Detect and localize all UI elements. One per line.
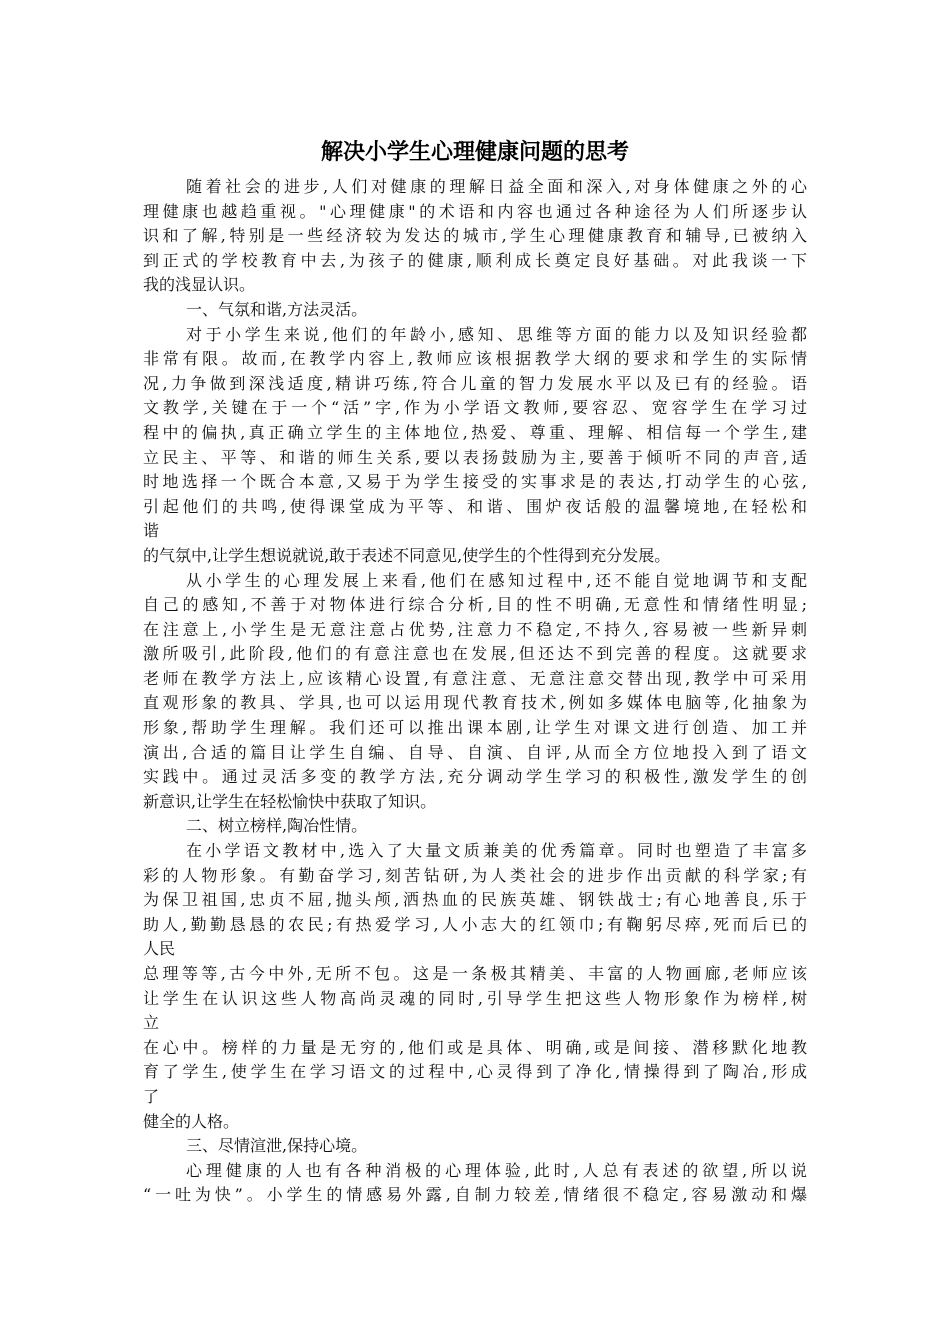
- text-line: 助人,勤勤恳恳的农民;有热爱学习,人小志大的红领巾;有鞠躬尽瘁,死而后已的: [143, 914, 807, 934]
- text-line: 健全的人格。: [143, 1111, 240, 1131]
- text-line: 三、尽情渲泄,保持心境。: [186, 1136, 368, 1156]
- text-line: 时地选择一个既合本意,又易于为学生接受的实事求是的表达,打动学生的心弦,: [143, 472, 807, 492]
- text-line: 育了学生,使学生在学习语文的过程中,心灵得到了净化,情操得到了陶冶,形成: [143, 1062, 807, 1082]
- text-line: 况,力争做到深浅适度,精讲巧练,符合儿童的智力发展水平以及已有的经验。语: [143, 373, 807, 393]
- text-line: 引起他们的共鸣,使得课堂成为平等、和谐、围炉夜话般的温馨境地,在轻松和: [143, 496, 807, 516]
- text-line: 了: [143, 1086, 160, 1106]
- document-body: [143, 175, 807, 1208]
- text-line: 演出,合适的篇目让学生自编、自导、自演、自评,从而全方位地投入到了语文: [143, 742, 807, 762]
- text-line: 让学生在认识这些人物高尚灵魂的同时,引导学生把这些人物形象作为榜样,树: [143, 988, 807, 1008]
- text-line: 为保卫祖国,忠贞不屈,抛头颅,洒热血的民族英雄、钢铁战士;有心地善良,乐于: [143, 890, 807, 910]
- text-line: 非常有限。故而,在教学内容上,教师应该根据教学大纲的要求和学生的实际情: [143, 349, 807, 369]
- text-line: 识和了解,特别是一些经济较为发达的城市,学生心理健康教育和辅导,已被纳入: [143, 226, 807, 246]
- text-line: 我的浅显认识。: [143, 275, 256, 295]
- text-line: 对于小学生来说,他们的年龄小,感知、思维等方面的能力以及知识经验都: [186, 324, 807, 344]
- text-line: 实践中。通过灵活多变的教学方法,充分调动学生学习的积极性,激发学生的创: [143, 767, 807, 787]
- text-line: 自己的感知,不善于对物体进行综合分析,目的性不明确,无意性和情绪性明显;: [143, 595, 807, 615]
- text-line: 立: [143, 1013, 160, 1033]
- text-line: 形象,帮助学生理解。我们还可以推出课本剧,让学生对课文进行创造、加工并: [143, 718, 807, 738]
- text-line: 老师在教学方法上,应该精心设置,有意注意、无意注意交替出现,教学中可采用: [143, 668, 807, 688]
- text-line: 人民: [143, 939, 176, 959]
- text-line: 在注意上,小学生是无意注意占优势,注意力不稳定,不持久,容易被一些新异刺: [143, 619, 807, 639]
- text-line: 彩的人物形象。有勤奋学习,刻苦钻研,为人类社会的进步作出贡献的科学家;有: [143, 865, 807, 885]
- text-line: 一、气氛和谐,方法灵活。: [186, 299, 368, 319]
- text-line: 到正式的学校教育中去,为孩子的健康,顺利成长奠定良好基础。对此我谈一下: [143, 250, 807, 270]
- text-line: 在小学语文教材中,选入了大量文质兼美的优秀篇章。同时也塑造了丰富多: [186, 841, 807, 861]
- text-line: 随着社会的进步,人们对健康的理解日益全面和深入,对身体健康之外的心: [186, 177, 807, 196]
- text-line: 在心中。榜样的力量是无穷的,他们或是具体、明确,或是间接、潜移默化地教: [143, 1037, 807, 1057]
- text-line: “一吐为快”。小学生的情感易外露,自制力较差,情绪很不稳定,容易激动和爆: [143, 1185, 807, 1205]
- text-line: 立民主、平等、和谐的师生关系,要以表扬鼓励为主,要善于倾听不同的声音,适: [143, 447, 807, 467]
- text-line: 谐: [143, 521, 160, 541]
- text-line: 理健康也越趋重视。"心理健康"的术语和内容也通过各种途径为人们所逐步认: [143, 201, 807, 221]
- text-line: 新意识,让学生在轻松愉快中获取了知识。: [143, 791, 437, 811]
- text-line: 的气氛中,让学生想说就说,敢于表述不同意见,使学生的个性得到充分发展。: [143, 545, 671, 565]
- text-line: 直观形象的教具、学具,也可以运用现代教育技术,例如多媒体电脑等,化抽象为: [143, 693, 807, 713]
- text-line: 从小学生的心理发展上来看,他们在感知过程中,还不能自觉地调节和支配: [186, 570, 807, 590]
- text-line: 激所吸引,此阶段,他们的有意注意也在发展,但还达不到完善的程度。这就要求: [143, 644, 807, 664]
- text-line: 总理等等,古今中外,无所不包。这是一条极其精美、丰富的人物画廊,老师应该: [143, 964, 807, 983]
- text-line: 二、树立榜样,陶冶性情。: [186, 816, 368, 836]
- text-line: 心理健康的人也有各种消极的心理体验,此时,人总有表述的欲望,所以说: [186, 1160, 807, 1180]
- text-line: 程中的偏执,真正确立学生的主体地位,热爱、尊重、理解、相信每一个学生,建: [143, 422, 807, 442]
- document-title: 解决小学生心理健康问题的思考: [320, 139, 629, 165]
- text-line: 文教学,关键在于一个“活”字,作为小学语文教师,要容忍、宽容学生在学习过: [143, 398, 807, 418]
